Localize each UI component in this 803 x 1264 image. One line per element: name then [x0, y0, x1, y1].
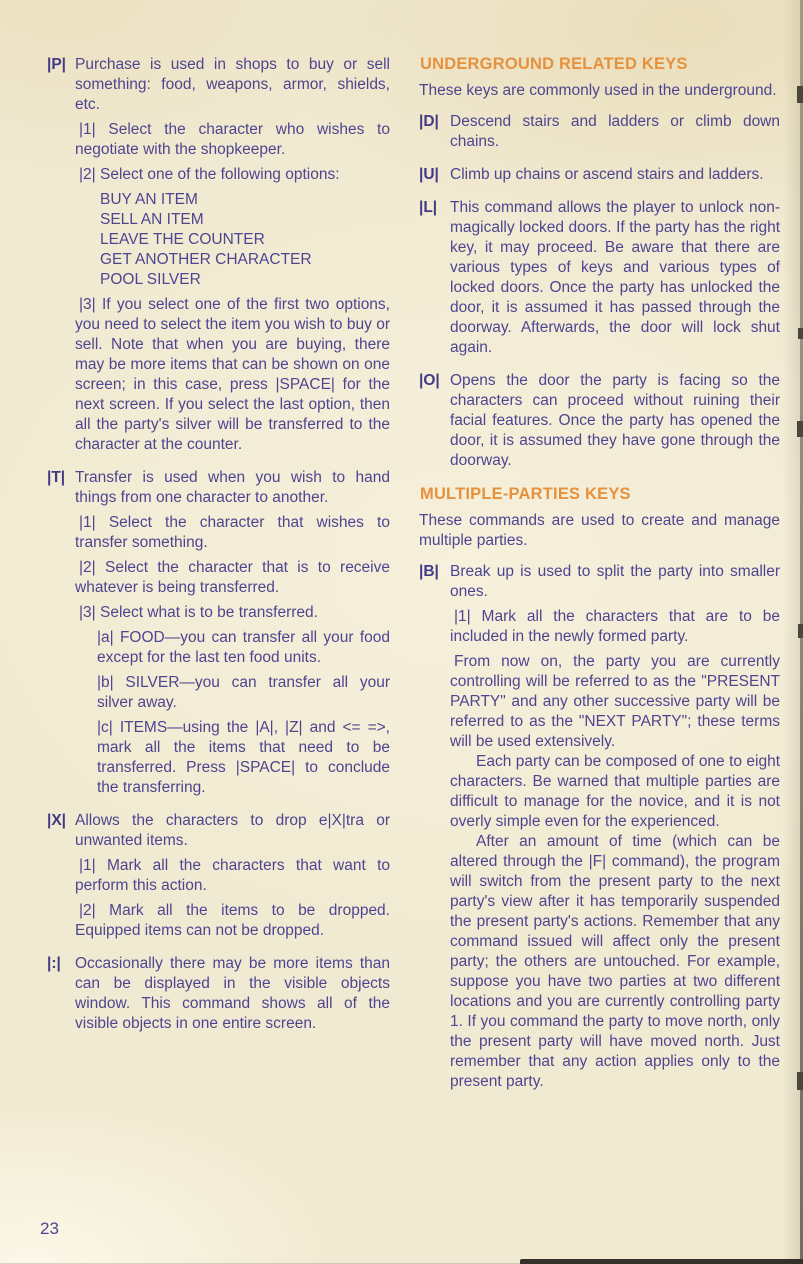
paragraph: |1| Mark all the characters that are to be included in the newly formed party.: [450, 608, 780, 645]
key-entry: [419, 562, 780, 1092]
key-marker: |B|: [419, 563, 439, 580]
key-marker: |:|: [47, 955, 61, 972]
paragraph: |1| Select the character who wishes to negotiate with the shopkeeper.: [75, 121, 390, 158]
scan-edge-bottom: [520, 1259, 803, 1264]
key-marker: |O|: [419, 372, 440, 389]
paragraph: This command allows the player to unlock non-magically locked doors. If the party has the right key, it may proceed. Be aware that there are various types of keys and various types of locked doors. Once the party has unlocked the door, it is assumed it has passed through the doorway. Afterwards, the door will lock shut again.: [450, 199, 780, 356]
key-entry: [419, 371, 780, 471]
scan-notch: [797, 421, 803, 437]
scan-notch: [797, 86, 803, 103]
paragraph: From now on, the party you are currently controlling will be referred to as the "PRESENT PARTY" and any other successive party will be referred to as the "NEXT PARTY"; these terms will be used extensively.: [450, 653, 780, 750]
scan-notch: [798, 624, 803, 638]
key-entry: [419, 198, 780, 358]
key-entry: [47, 55, 390, 455]
page-number: 23: [40, 1219, 59, 1238]
option-line: LEAVE THE COUNTER: [100, 231, 265, 248]
key-entry: [419, 112, 780, 152]
paragraph: |2| Mark all the items to be dropped. Equipped items can not be dropped.: [75, 902, 390, 939]
paragraph: |c| ITEMS—using the |A|, |Z| and <= =>, mark all the items that need to be transferred. Press |SPACE| to conclude the transferring.: [97, 719, 390, 796]
intro-paragraph: These keys are commonly used in the underground.: [419, 82, 777, 99]
key-marker: |U|: [419, 166, 439, 183]
paragraph: Transfer is used when you wish to hand things from one character to another.: [75, 469, 390, 506]
section-heading: UNDERGROUND RELATED KEYS: [420, 55, 688, 73]
key-entry: [47, 811, 390, 941]
key-marker: |P|: [47, 56, 67, 73]
paragraph: After an amount of time (which can be altered through the |F| command), the program will switch from the present party to the next party's view after it has temporarily suspended the present party's actions. Remember that any command issued will affect only the present party; the others are untouched. For example, suppose you have two parties at two different locations and you are currently controlling party 1. If you command the party to move north, only the present party will have moved north. Just remember that any action applies only to the present party.: [450, 833, 780, 1090]
paragraph: |2| Select the character that is to receive whatever is being transferred.: [75, 559, 390, 596]
paragraph: |3| Select what is to be transferred.: [79, 604, 318, 621]
entry-body: [450, 198, 780, 358]
intro-paragraph: These commands are used to create and manage multiple parties.: [419, 512, 780, 549]
entry-body: [75, 954, 390, 1034]
option-line: SELL AN ITEM: [100, 211, 204, 228]
paragraph: Climb up chains or ascend stairs and ladders.: [450, 166, 764, 183]
entry-body: [450, 165, 780, 185]
paragraph: Allows the characters to drop e|X|tra or unwanted items.: [75, 812, 390, 849]
key-entry: [419, 165, 780, 185]
options-list: [100, 190, 390, 290]
entry-body: [450, 371, 780, 471]
scan-notch: [797, 1072, 803, 1090]
key-marker: |D|: [419, 113, 439, 130]
scan-notch: [798, 328, 803, 339]
key-entry: [47, 954, 390, 1034]
option-line: POOL SILVER: [100, 271, 201, 288]
paragraph: Each party can be composed of one to eight characters. Be warned that multiple parties are difficult to manage for the novice, and it is not overly simple even for the experienced.: [450, 753, 780, 830]
key-entry: [47, 468, 390, 798]
key-marker: |T|: [47, 469, 66, 486]
left-column: [47, 55, 390, 1047]
entry-body: [450, 112, 780, 152]
paragraph: Opens the door the party is facing so the characters can proceed without ruining their facial features. Once the party has opened the door, it is assumed they have gone through the doorway.: [450, 372, 780, 469]
entry-body: [75, 468, 390, 798]
option-line: BUY AN ITEM: [100, 191, 198, 208]
entry-body: [75, 811, 390, 941]
paragraph: Descend stairs and ladders or climb down chains.: [450, 113, 780, 150]
paragraph: |2| Select one of the following options:: [79, 166, 340, 183]
entry-body: [75, 55, 390, 455]
paragraph: |b| SILVER—you can transfer all your silver away.: [97, 674, 390, 711]
paragraph: Break up is used to split the party into smaller ones.: [450, 563, 780, 600]
entry-body: [450, 562, 780, 1092]
right-column: [419, 54, 780, 1105]
paragraph: |3| If you select one of the first two options, you need to select the item you wish to buy or sell. Note that when you are buying, there may be more items that can be shown on one screen; in this case, press |SPACE| for the next screen. If you select the last option, then all the party's silver will be transferred to the character at the counter.: [75, 296, 390, 453]
paragraph: |1| Select the character that wishes to transfer something.: [75, 514, 390, 551]
paragraph: Purchase is used in shops to buy or sell something: food, weapons, armor, shields, etc.: [75, 56, 390, 113]
paragraph: |1| Mark all the characters that want to perform this action.: [75, 857, 390, 894]
paragraph: Occasionally there may be more items than can be displayed in the visible objects window. This command shows all of the visible objects in one entire screen.: [75, 955, 390, 1032]
key-marker: |L|: [419, 199, 438, 216]
option-line: GET ANOTHER CHARACTER: [100, 251, 312, 268]
section-heading: MULTIPLE-PARTIES KEYS: [420, 485, 631, 503]
paragraph: |a| FOOD—you can transfer all your food except for the last ten food units.: [97, 629, 390, 666]
key-marker: |X|: [47, 812, 67, 829]
